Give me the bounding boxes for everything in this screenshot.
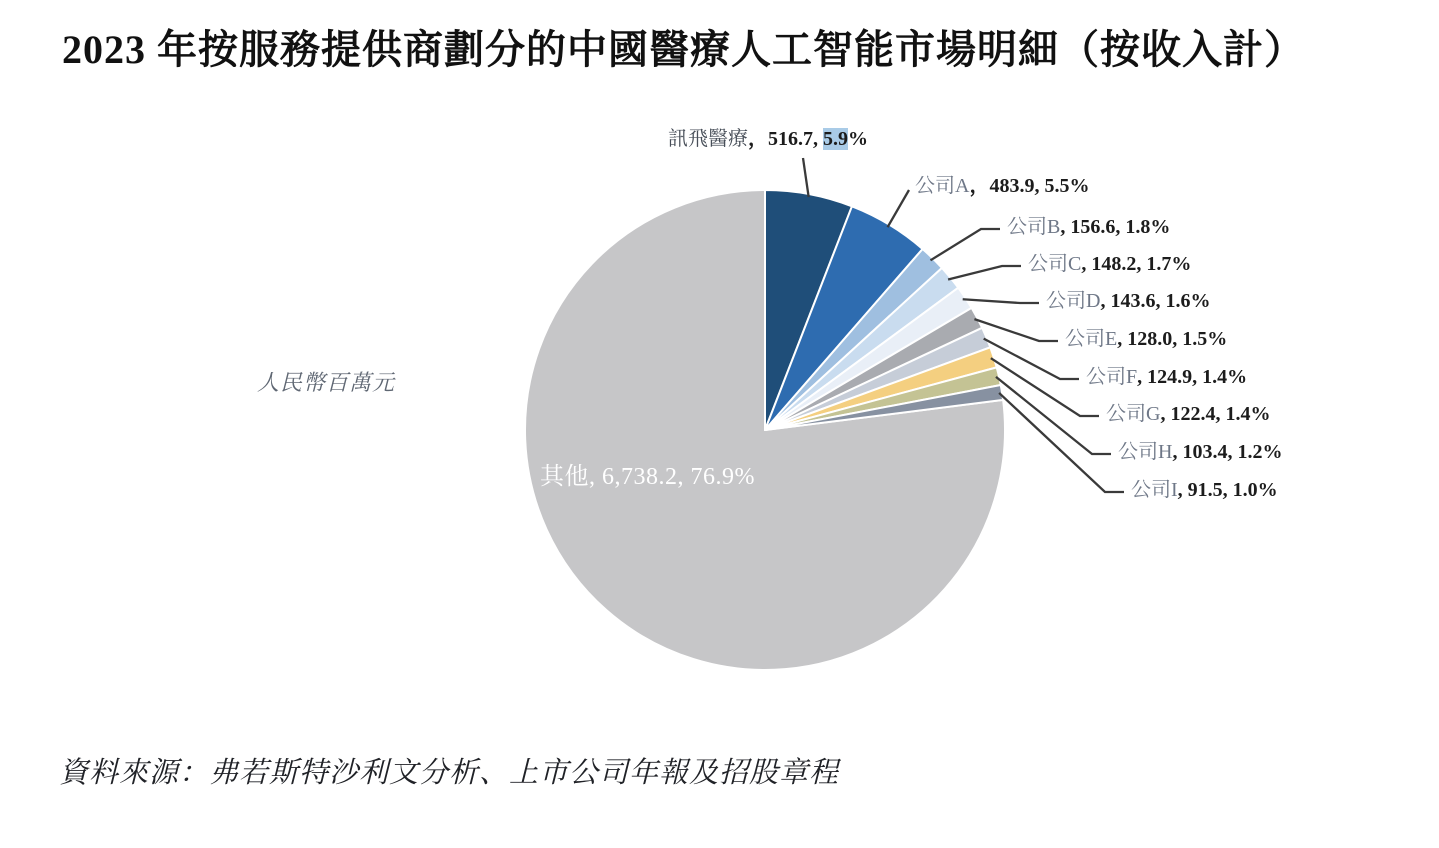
- source-line: 資料來源：弗若斯特沙利文分析、上市公司年報及招股章程: [59, 757, 840, 789]
- pie-label-name: 公司F: [1086, 366, 1138, 388]
- leader-line-3: [948, 266, 1021, 280]
- pie-label-7: [1106, 401, 1270, 427]
- pie-label-name: 公司G: [1106, 403, 1161, 425]
- pie-label-name: 公司D: [1046, 290, 1101, 312]
- pie-label-name: 訊飛醫療: [668, 128, 748, 150]
- pie-label-name: 公司H: [1118, 441, 1173, 463]
- pie-label-9: [1131, 477, 1278, 503]
- page-title: 2023 年按服務提供商劃分的中國醫療人工智能市場明細（按收入計）: [62, 27, 1305, 72]
- highlighted-percent: 5.9: [823, 128, 848, 150]
- pie-label-value: ，516.7, 5.9%: [748, 128, 868, 150]
- pie-label-value: , 128.0, 1.5%: [1117, 328, 1228, 350]
- pie-label-8: [1118, 439, 1282, 465]
- pie-label-value: , 91.5, 1.0%: [1177, 479, 1278, 501]
- pie-label-value: , 148.2, 1.7%: [1081, 253, 1192, 275]
- pie-label-value: , 103.4, 1.2%: [1172, 441, 1283, 463]
- leader-line-4: [963, 299, 1039, 303]
- pie-label-4: [1046, 288, 1210, 314]
- pie-label-name: 公司E: [1065, 328, 1118, 350]
- pie-label-value: , 143.6, 1.6%: [1100, 290, 1211, 312]
- pie-label-other: 其他, 6,738.2, 76.9%: [540, 464, 755, 490]
- pie-label-value: ，483.9, 5.5%: [969, 175, 1090, 197]
- leader-line-2: [930, 229, 1000, 260]
- pie-label-name: 公司B: [1007, 216, 1061, 238]
- pie-label-2: [1007, 214, 1170, 240]
- leader-line-0: [803, 158, 809, 197]
- pie-label-6: [1086, 364, 1247, 390]
- pie-label-name: 公司C: [1028, 253, 1082, 275]
- pie-label-0: [668, 126, 868, 152]
- pie-label-3: [1028, 251, 1191, 277]
- unit-label: 人民幣百萬元: [257, 370, 396, 395]
- pie-label-name: 公司A: [915, 175, 970, 197]
- pie-label-1: [915, 173, 1089, 199]
- leader-line-1: [888, 190, 909, 227]
- pie-label-5: [1065, 326, 1227, 352]
- pie-label-value: , 124.9, 1.4%: [1137, 366, 1248, 388]
- pie-label-value: , 156.6, 1.8%: [1060, 216, 1171, 238]
- pie-label-name: 公司I: [1131, 479, 1178, 501]
- pie-label-value: , 122.4, 1.4%: [1160, 403, 1271, 425]
